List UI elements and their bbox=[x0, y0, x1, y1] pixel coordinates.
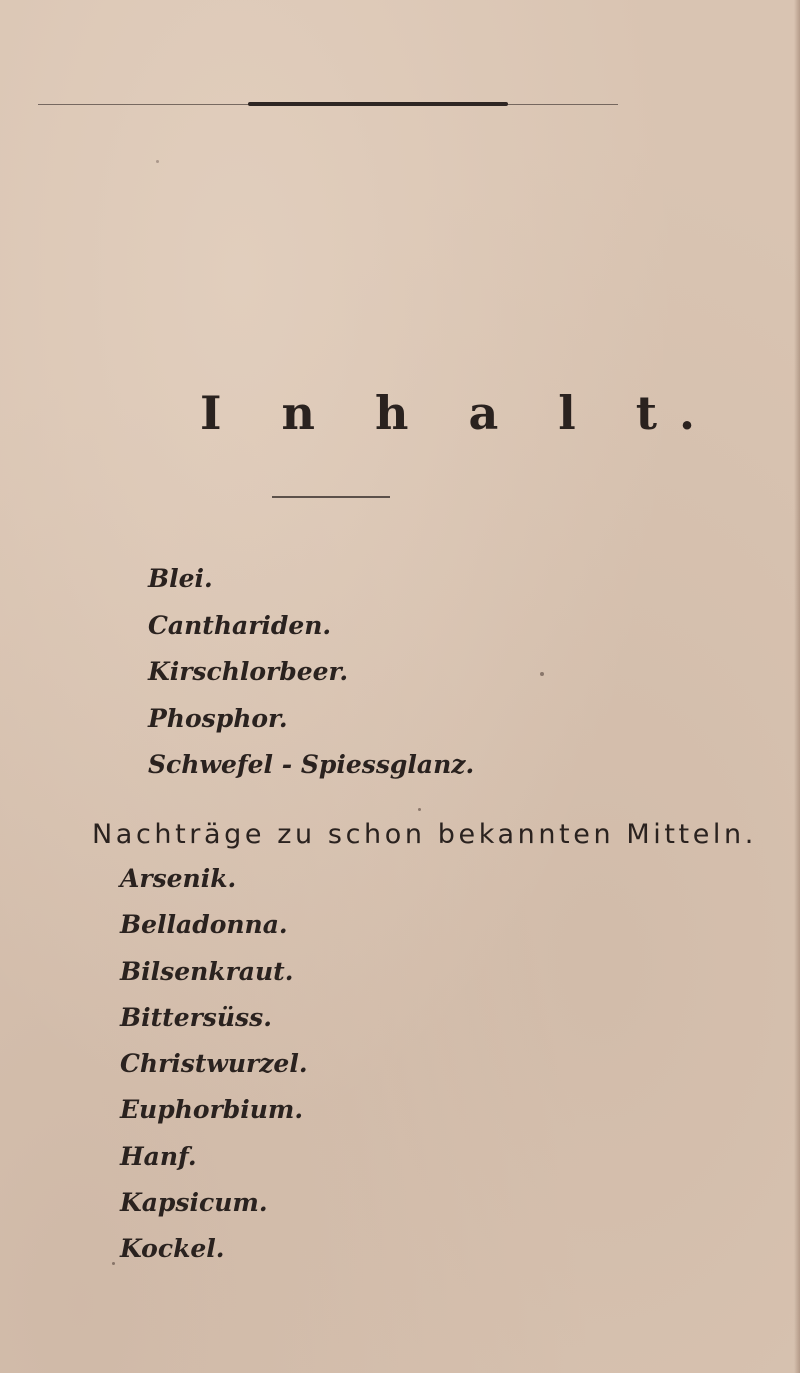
list-item: Bilsenkraut. bbox=[120, 956, 294, 986]
list-item: Euphorbium. bbox=[120, 1095, 304, 1125]
list-item: Hanf. bbox=[120, 1141, 197, 1171]
paper-speck bbox=[156, 160, 159, 163]
list-item: Belladonna. bbox=[120, 910, 288, 940]
list-item: Christwurzel. bbox=[120, 1049, 308, 1079]
list-item: Canthariden. bbox=[148, 610, 332, 640]
top-rule bbox=[38, 100, 618, 108]
supplement-entries-list bbox=[120, 856, 308, 1273]
top-rule-thick-line bbox=[248, 102, 508, 106]
list-item: Phosphor. bbox=[148, 703, 288, 733]
paper-speck bbox=[540, 672, 544, 676]
list-item: Kirschlorbeer. bbox=[148, 657, 349, 686]
list-item: Schwefel - Spiessglanz. bbox=[148, 750, 475, 779]
list-item: Blei. bbox=[148, 564, 213, 593]
page-edge-shadow bbox=[794, 0, 800, 1373]
list-item: Kockel. bbox=[120, 1234, 225, 1264]
section-heading-supplements: Nachträge zu schon bekannten Mitteln. bbox=[92, 819, 757, 850]
list-item: Kapsicum. bbox=[120, 1188, 268, 1218]
title-underline bbox=[272, 496, 390, 498]
page-title: I n h a l t. bbox=[200, 386, 718, 440]
paper-speck bbox=[112, 1262, 115, 1265]
paper-speck bbox=[418, 808, 421, 811]
list-item: Bittersüss. bbox=[120, 1002, 272, 1032]
list-item: Arsenik. bbox=[120, 864, 237, 893]
main-entries-list bbox=[148, 556, 474, 789]
